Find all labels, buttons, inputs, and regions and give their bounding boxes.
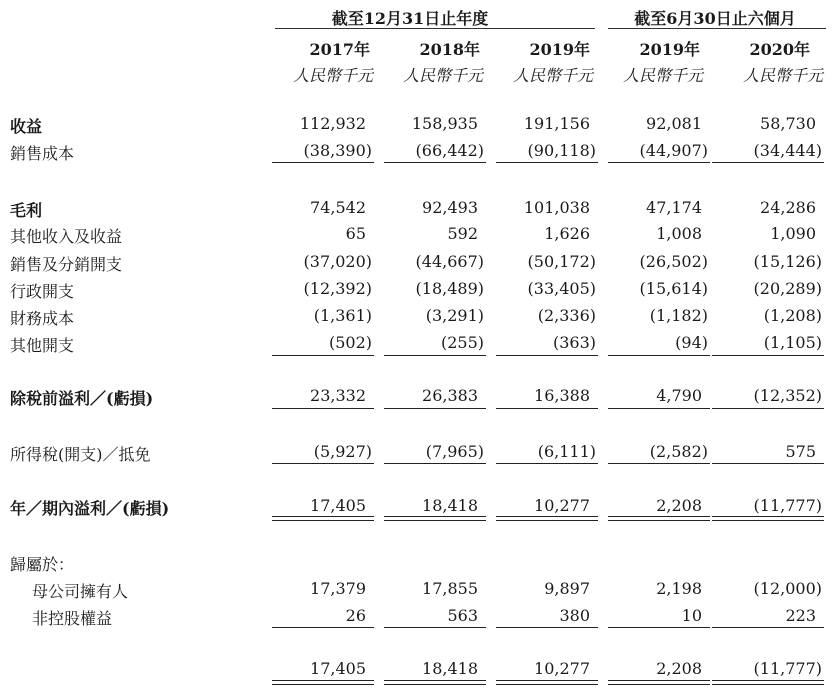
table-cell: (12,392) <box>303 279 372 298</box>
table-cell: (6,111) <box>537 442 596 461</box>
double-underline <box>272 680 374 685</box>
double-underline <box>496 680 598 685</box>
table-cell: 1,008 <box>656 224 702 243</box>
table-cell: 2,208 <box>656 659 702 678</box>
double-underline <box>712 516 824 521</box>
table-cell: (90,118) <box>527 141 596 160</box>
row-label: 所得稅(開支)／抵免 <box>10 445 151 464</box>
table-cell: (44,907) <box>639 141 708 160</box>
table-cell: 575 <box>785 442 816 461</box>
table-cell: (255) <box>440 333 484 352</box>
row-label: 銷售及分銷開支 <box>10 255 123 274</box>
underline <box>608 162 710 163</box>
table-cell: 191,156 <box>523 114 590 133</box>
underline <box>608 627 710 628</box>
table-cell: 2,198 <box>656 579 702 598</box>
table-cell: 24,286 <box>760 198 816 217</box>
row-label: 除稅前溢利／(虧損) <box>10 389 154 408</box>
table-cell: (15,614) <box>639 279 708 298</box>
table-cell: (2,582) <box>649 442 708 461</box>
table-cell: (26,502) <box>639 252 708 271</box>
table-cell: (502) <box>328 333 372 352</box>
table-cell: (33,405) <box>527 279 596 298</box>
underline <box>272 463 374 464</box>
underline <box>712 408 824 409</box>
row-label: 行政開支 <box>10 282 75 301</box>
year-header-2: 2018年 <box>419 40 480 59</box>
table-cell: 26 <box>345 606 366 625</box>
table-cell: (94) <box>675 333 708 352</box>
year-header-1: 2017年 <box>309 40 370 59</box>
table-cell: 18,418 <box>422 496 478 515</box>
table-cell: 592 <box>447 224 478 243</box>
underline <box>384 162 486 163</box>
double-underline <box>496 516 598 521</box>
year-header-5: 2020年 <box>749 40 810 59</box>
table-cell: (1,361) <box>313 306 372 325</box>
table-cell: (7,965) <box>425 442 484 461</box>
table-cell: 9,897 <box>544 579 590 598</box>
row-label: 歸屬於： <box>10 555 75 574</box>
underline <box>272 627 374 628</box>
table-cell: 380 <box>559 606 590 625</box>
unit-header-3: 人民幣千元 <box>512 66 593 85</box>
unit-header-5: 人民幣千元 <box>742 66 823 85</box>
table-cell: (2,336) <box>537 306 596 325</box>
underline <box>384 627 486 628</box>
table-cell: 92,081 <box>646 114 702 133</box>
table-cell: 92,493 <box>422 198 478 217</box>
double-underline <box>608 516 710 521</box>
double-underline <box>712 680 824 685</box>
table-cell: (1,182) <box>649 306 708 325</box>
table-cell: (5,927) <box>313 442 372 461</box>
table-cell: 4,790 <box>656 386 702 405</box>
table-cell: 18,418 <box>422 659 478 678</box>
underline <box>712 355 824 356</box>
underline <box>712 627 824 628</box>
table-cell: 16,388 <box>534 386 590 405</box>
table-cell: 10,277 <box>534 659 590 678</box>
underline <box>496 355 598 356</box>
underline <box>384 408 486 409</box>
underline <box>608 463 710 464</box>
underline <box>384 355 486 356</box>
header-group-annual: 截至12月31日止年度 <box>331 9 489 28</box>
row-label: 年／期內溢利／(虧損) <box>10 499 170 518</box>
table-cell: 10 <box>681 606 702 625</box>
table-cell: (12,000) <box>753 579 822 598</box>
table-cell: 563 <box>447 606 478 625</box>
double-underline <box>272 516 374 521</box>
table-cell: 101,038 <box>523 198 590 217</box>
table-cell: 2,208 <box>656 496 702 515</box>
underline <box>496 627 598 628</box>
table-cell: 17,405 <box>310 496 366 515</box>
table-cell: 26,383 <box>422 386 478 405</box>
row-label: 毛利 <box>10 201 43 220</box>
row-label: 其他開支 <box>10 336 75 355</box>
table-cell: 10,277 <box>534 496 590 515</box>
double-underline <box>608 680 710 685</box>
row-label: 非控股權益 <box>32 609 113 628</box>
underline <box>496 408 598 409</box>
table-cell: (3,291) <box>425 306 484 325</box>
table-cell: 65 <box>345 224 366 243</box>
header-rule-annual <box>275 28 595 29</box>
table-cell: (50,172) <box>527 252 596 271</box>
underline <box>272 162 374 163</box>
row-label: 財務成本 <box>10 309 75 328</box>
table-cell: 1,626 <box>544 224 590 243</box>
year-header-3: 2019年 <box>529 40 590 59</box>
row-label: 收益 <box>10 117 43 136</box>
table-cell: 47,174 <box>646 198 702 217</box>
table-cell: (34,444) <box>753 141 822 160</box>
table-cell: (20,289) <box>753 279 822 298</box>
table-cell: 74,542 <box>310 198 366 217</box>
table-cell: 158,935 <box>411 114 478 133</box>
table-cell: (1,208) <box>763 306 822 325</box>
table-cell: 17,379 <box>310 579 366 598</box>
underline <box>496 463 598 464</box>
double-underline <box>384 680 486 685</box>
unit-header-2: 人民幣千元 <box>402 66 483 85</box>
table-cell: (37,020) <box>303 252 372 271</box>
header-group-interim: 截至6月30日止六個月 <box>634 9 796 28</box>
underline <box>712 463 824 464</box>
table-cell: 23,332 <box>310 386 366 405</box>
underline <box>608 408 710 409</box>
table-cell: (15,126) <box>753 252 822 271</box>
row-label: 銷售成本 <box>10 144 75 163</box>
unit-header-4: 人民幣千元 <box>622 66 703 85</box>
table-cell: 17,855 <box>422 579 478 598</box>
year-header-4: 2019年 <box>639 40 700 59</box>
underline <box>272 408 374 409</box>
table-cell: 58,730 <box>760 114 816 133</box>
table-cell: 112,932 <box>299 114 366 133</box>
underline <box>712 162 824 163</box>
table-cell: 17,405 <box>310 659 366 678</box>
table-cell: (44,667) <box>415 252 484 271</box>
underline <box>608 355 710 356</box>
underline <box>384 463 486 464</box>
table-cell: (363) <box>552 333 596 352</box>
table-cell: (66,442) <box>415 141 484 160</box>
header-rule-interim <box>608 28 826 29</box>
row-label: 母公司擁有人 <box>32 582 129 601</box>
unit-header-1: 人民幣千元 <box>292 66 373 85</box>
row-label: 其他收入及收益 <box>10 227 123 246</box>
table-cell: (1,105) <box>763 333 822 352</box>
table-cell: 223 <box>785 606 816 625</box>
table-cell: (12,352) <box>753 386 822 405</box>
double-underline <box>384 516 486 521</box>
table-cell: (18,489) <box>415 279 484 298</box>
table-cell: (11,777) <box>753 659 822 678</box>
underline <box>272 355 374 356</box>
underline <box>496 162 598 163</box>
table-cell: (11,777) <box>753 496 822 515</box>
table-cell: 1,090 <box>770 224 816 243</box>
table-cell: (38,390) <box>303 141 372 160</box>
